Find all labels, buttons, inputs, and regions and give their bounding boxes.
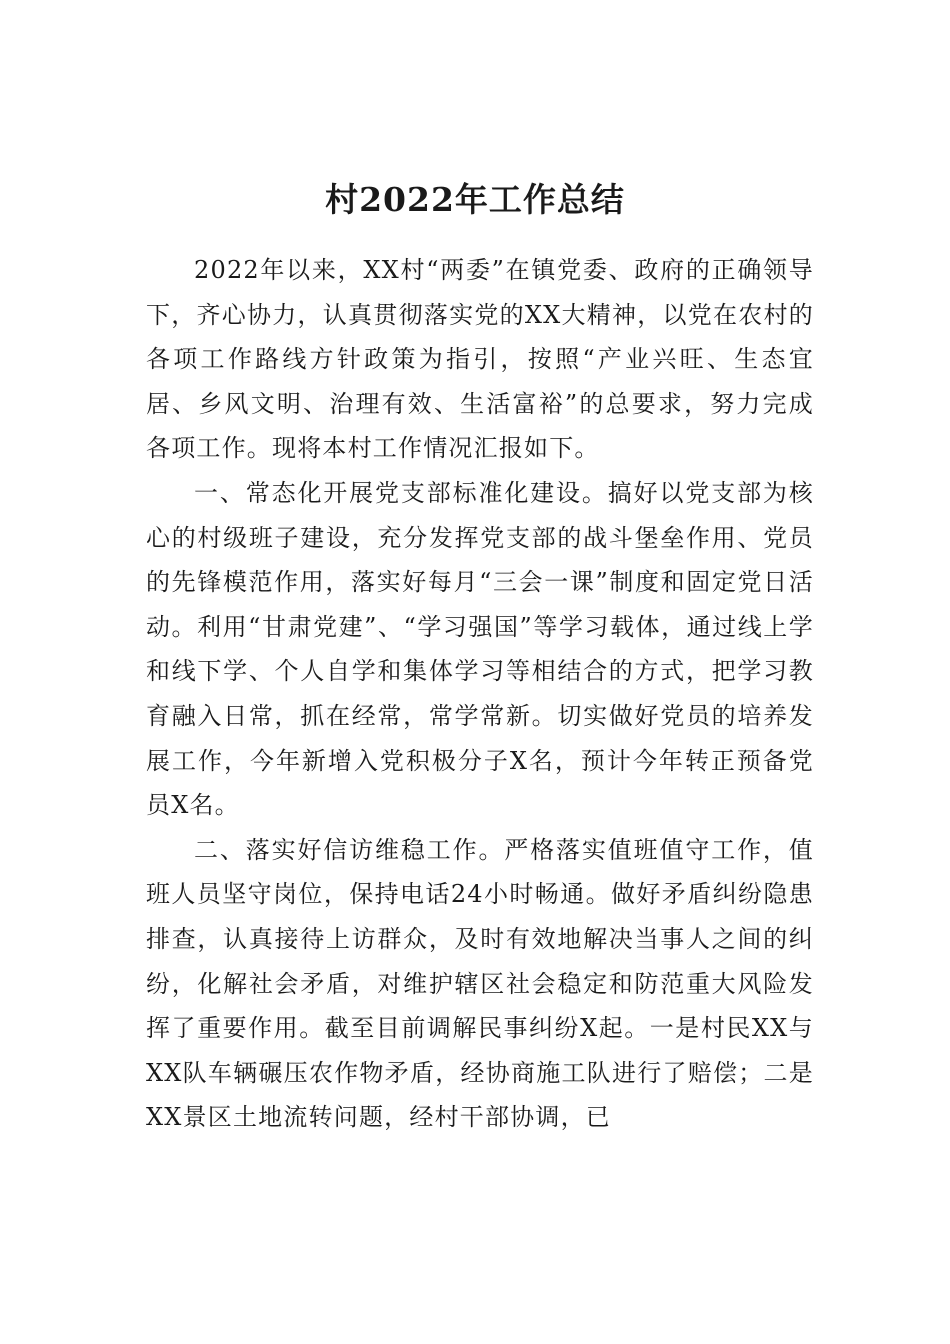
document-body xyxy=(146,248,814,1140)
document-title: 村2022年工作总结 xyxy=(325,180,625,219)
section-one-paragraph: 一、常态化开展党支部标准化建设。搞好以党支部为核心的村级班子建设，充分发挥党支部的战斗堡垒作用、党员的先锋模范作用，落实好每月“三会一课”制度和固定党日活动。利用“甘肃党建”、“学习强国”等学习载体，通过线上学和线下学、个人自学和集体学习等相结合的方式，把学习教育融入日常，抓在经常，常学常新。切实做好党员的培养发展工作，今年新增入党积极分子X名，预计今年转正预备党员X名。 xyxy=(146,478,814,820)
intro-paragraph: 2022年以来，XX村“两委”在镇党委、政府的正确领导下，齐心协力，认真贯彻落实党的XX大精神，以党在农村的各项工作路线方针政策为指引，按照“产业兴旺、生态宜居、乡风文明、治理有效、生活富裕”的总要求，努力完成各项工作。现将本村工作情况汇报如下。 xyxy=(146,256,814,463)
section-two-paragraph: 二、落实好信访维稳工作。严格落实值班值守工作，值班人员坚守岗位，保持电话24小时畅通。做好矛盾纠纷隐患排查，认真接待上访群众，及时有效地解决当事人之间的纠纷，化解社会矛盾，对维护辖区社会稳定和防范重大风险发挥了重要作用。截至目前调解民事纠纷X起。一是村民XX与XX队车辆碾压农作物矛盾，经协商施工队进行了赔偿；二是XX景区土地流转问题，经村干部协调，已 xyxy=(146,835,814,1132)
